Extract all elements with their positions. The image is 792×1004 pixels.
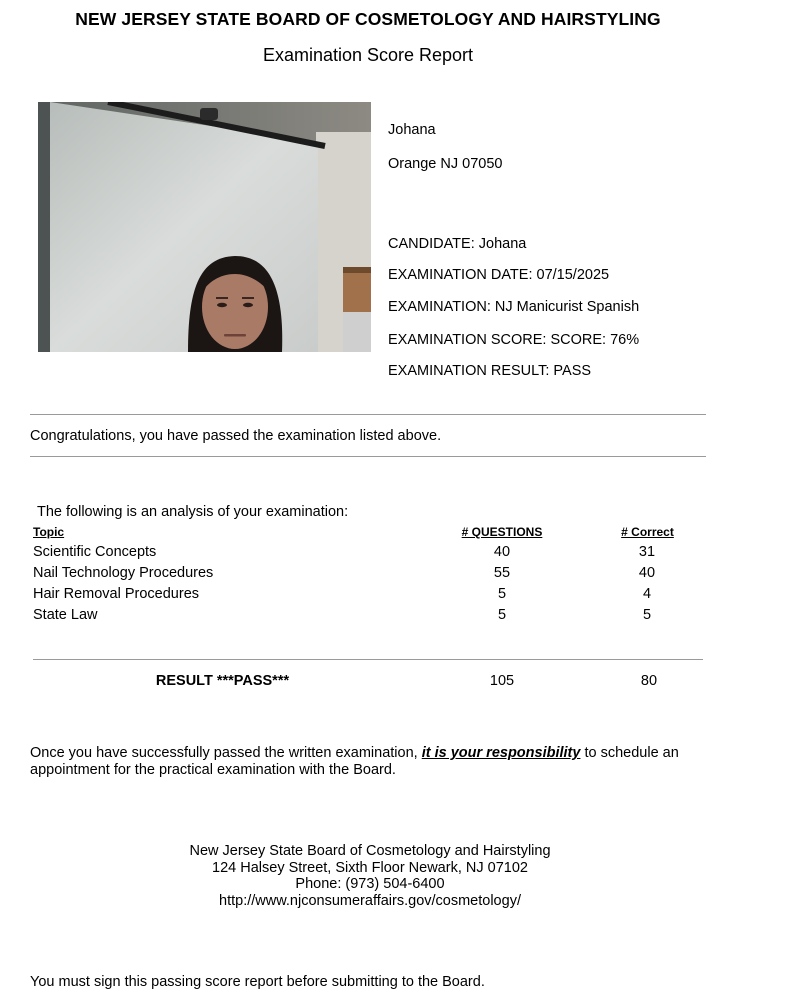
- notice-text-end: to schedule an appointment for the practical examination with the Board.: [30, 745, 679, 778]
- questions-cell: 40: [493, 544, 511, 560]
- exam-result: EXAMINATION RESULT: PASS: [388, 363, 592, 379]
- correct-cell: 31: [638, 544, 656, 560]
- topic-cell: Hair Removal Procedures: [33, 586, 200, 602]
- divider: [30, 414, 706, 415]
- topic-cell: Nail Technology Procedures: [33, 565, 214, 581]
- divider: [30, 456, 706, 457]
- col-header-topic: Topic: [33, 525, 65, 539]
- questions-cell: 5: [497, 607, 507, 623]
- total-questions: 105: [489, 673, 515, 689]
- divider: [33, 659, 703, 660]
- report-subtitle: Examination Score Report: [262, 45, 474, 65]
- correct-cell: 5: [642, 607, 652, 623]
- candidate-line: CANDIDATE: Johana: [388, 236, 527, 252]
- exam-name: EXAMINATION: NJ Manicurist Spanish: [388, 299, 640, 315]
- questions-cell: 55: [493, 565, 511, 581]
- practical-exam-notice: [30, 745, 720, 779]
- topic-cell: State Law: [33, 607, 98, 623]
- col-header-correct: # Correct: [621, 525, 674, 539]
- total-correct: 80: [640, 673, 658, 689]
- footer-phone: Phone: (973) 504-6400: [295, 876, 445, 892]
- congratulations-message: Congratulations, you have passed the examination listed above.: [30, 428, 442, 444]
- candidate-city: Orange NJ 07050: [388, 156, 503, 172]
- exam-score: EXAMINATION SCORE: SCORE: 76%: [388, 332, 640, 348]
- footer-org: New Jersey State Board of Cosmetology and Hairstyling: [189, 843, 551, 859]
- candidate-photo: [38, 102, 371, 352]
- topic-cell: Scientific Concepts: [33, 544, 157, 560]
- col-header-questions: # QUESTIONS: [461, 525, 543, 539]
- result-label: RESULT ***PASS***: [155, 673, 290, 689]
- candidate-photo-image: [38, 102, 371, 352]
- report-title: NEW JERSEY STATE BOARD OF COSMETOLOGY AND HAIRSTYLING: [75, 9, 661, 29]
- correct-cell: 40: [638, 565, 656, 581]
- notice-emphasis: it is your responsibility: [421, 745, 581, 761]
- sign-notice: You must sign this passing score report before submitting to the Board.: [30, 974, 485, 990]
- notice-text-start: Once you have successfully passed the written examination,: [30, 745, 422, 761]
- analysis-intro: The following is an analysis of your examination:: [37, 504, 349, 520]
- footer-url[interactable]: http://www.njconsumeraffairs.gov/cosmetology/: [219, 893, 521, 909]
- correct-cell: 4: [642, 586, 652, 602]
- questions-cell: 5: [497, 586, 507, 602]
- candidate-name: Johana: [388, 122, 436, 138]
- footer-address: 124 Halsey Street, Sixth Floor Newark, NJ 07102: [212, 860, 528, 876]
- exam-date: EXAMINATION DATE: 07/15/2025: [388, 267, 610, 283]
